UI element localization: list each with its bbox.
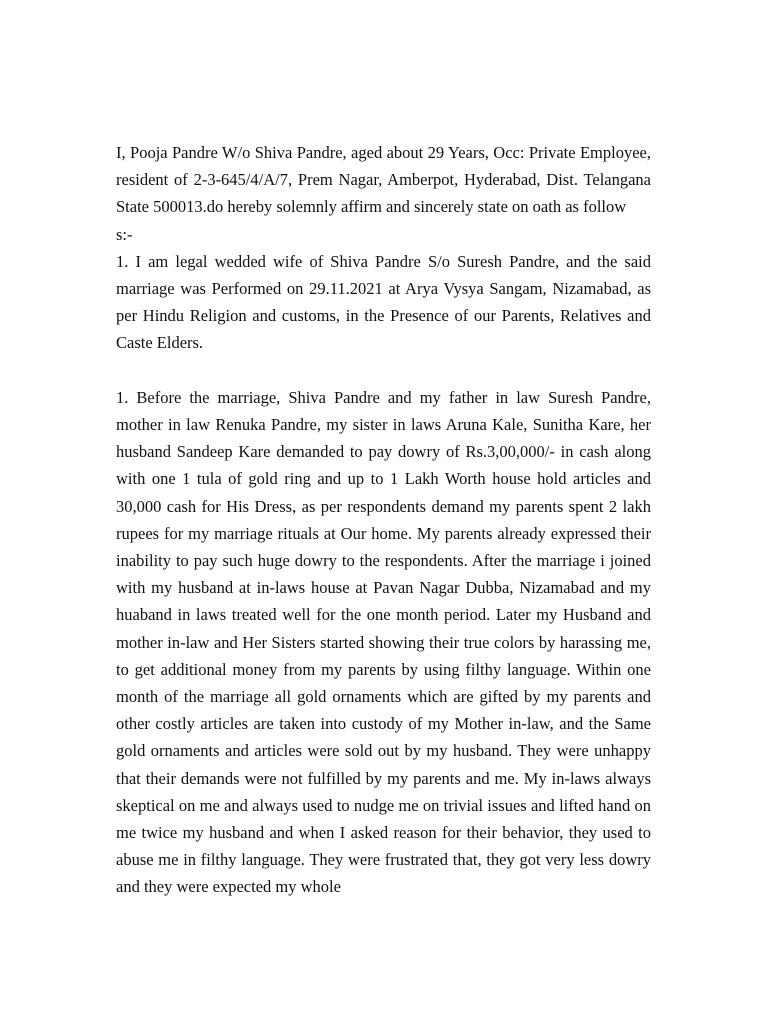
- intro-paragraph: I, Pooja Pandre W/o Shiva Pandre, aged about 29 Years, Occ: Private Employee, resident of 2-3-645/4/A/7, Prem Nagar, Amberpot, Hyderabad, Dist. Telangana State 500013.do hereby solemnly affirm and sincerely state on oath as follow: [116, 143, 651, 217]
- intro-tail: s:-: [116, 224, 133, 244]
- document-body: [116, 139, 651, 901]
- paragraph-1: 1. I am legal wedded wife of Shiva Pandre S/o Suresh Pandre, and the said marriage was Performed on 29.11.2021 at Arya Vysya Sangam, Nizamabad, as per Hindu Religion and customs, in the Presence of our Parents, Relatives and Caste Elders.: [116, 251, 651, 353]
- paragraph-2: 1. Before the marriage, Shiva Pandre and my father in law Suresh Pandre, mother in law Renuka Pandre, my sister in laws Aruna Kale, Sunitha Kare, her husband Sandeep Kare demanded to pay dowry of Rs.3,00,000/- in cash along with one 1 tula of gold ring and up to 1 Lakh Worth house hold articles and 30,000 cash for His Dress, as per respondents demand my parents spent 2 lakh rupees for my marriage rituals at Our home. My parents already expressed their inability to pay such huge dowry to the respondents. After the marriage i joined with my husband at in-laws house at Pavan Nagar Dubba, Nizamabad and my huaband in laws treated well for the one month period. Later my Husband and mother in-law and Her Sisters started showing their true colors by harassing me, to get additional money from my parents by using filthy language. Within one month of the marriage all gold ornaments which are gifted by my parents and other costly articles are taken into custody of my Mother in-law, and the Same gold ornaments and articles were sold out by my husband. They were unhappy that their demands were not fulfilled by my parents and me. My in-laws always skeptical on me and always used to nudge me on trivial issues and lifted hand on me twice my husband and when I asked reason for their behavior, they used to abuse me in filthy language. They were frustrated that, they got very less dowry and they were expected my whole: [116, 387, 651, 897]
- blank-line: [116, 357, 651, 384]
